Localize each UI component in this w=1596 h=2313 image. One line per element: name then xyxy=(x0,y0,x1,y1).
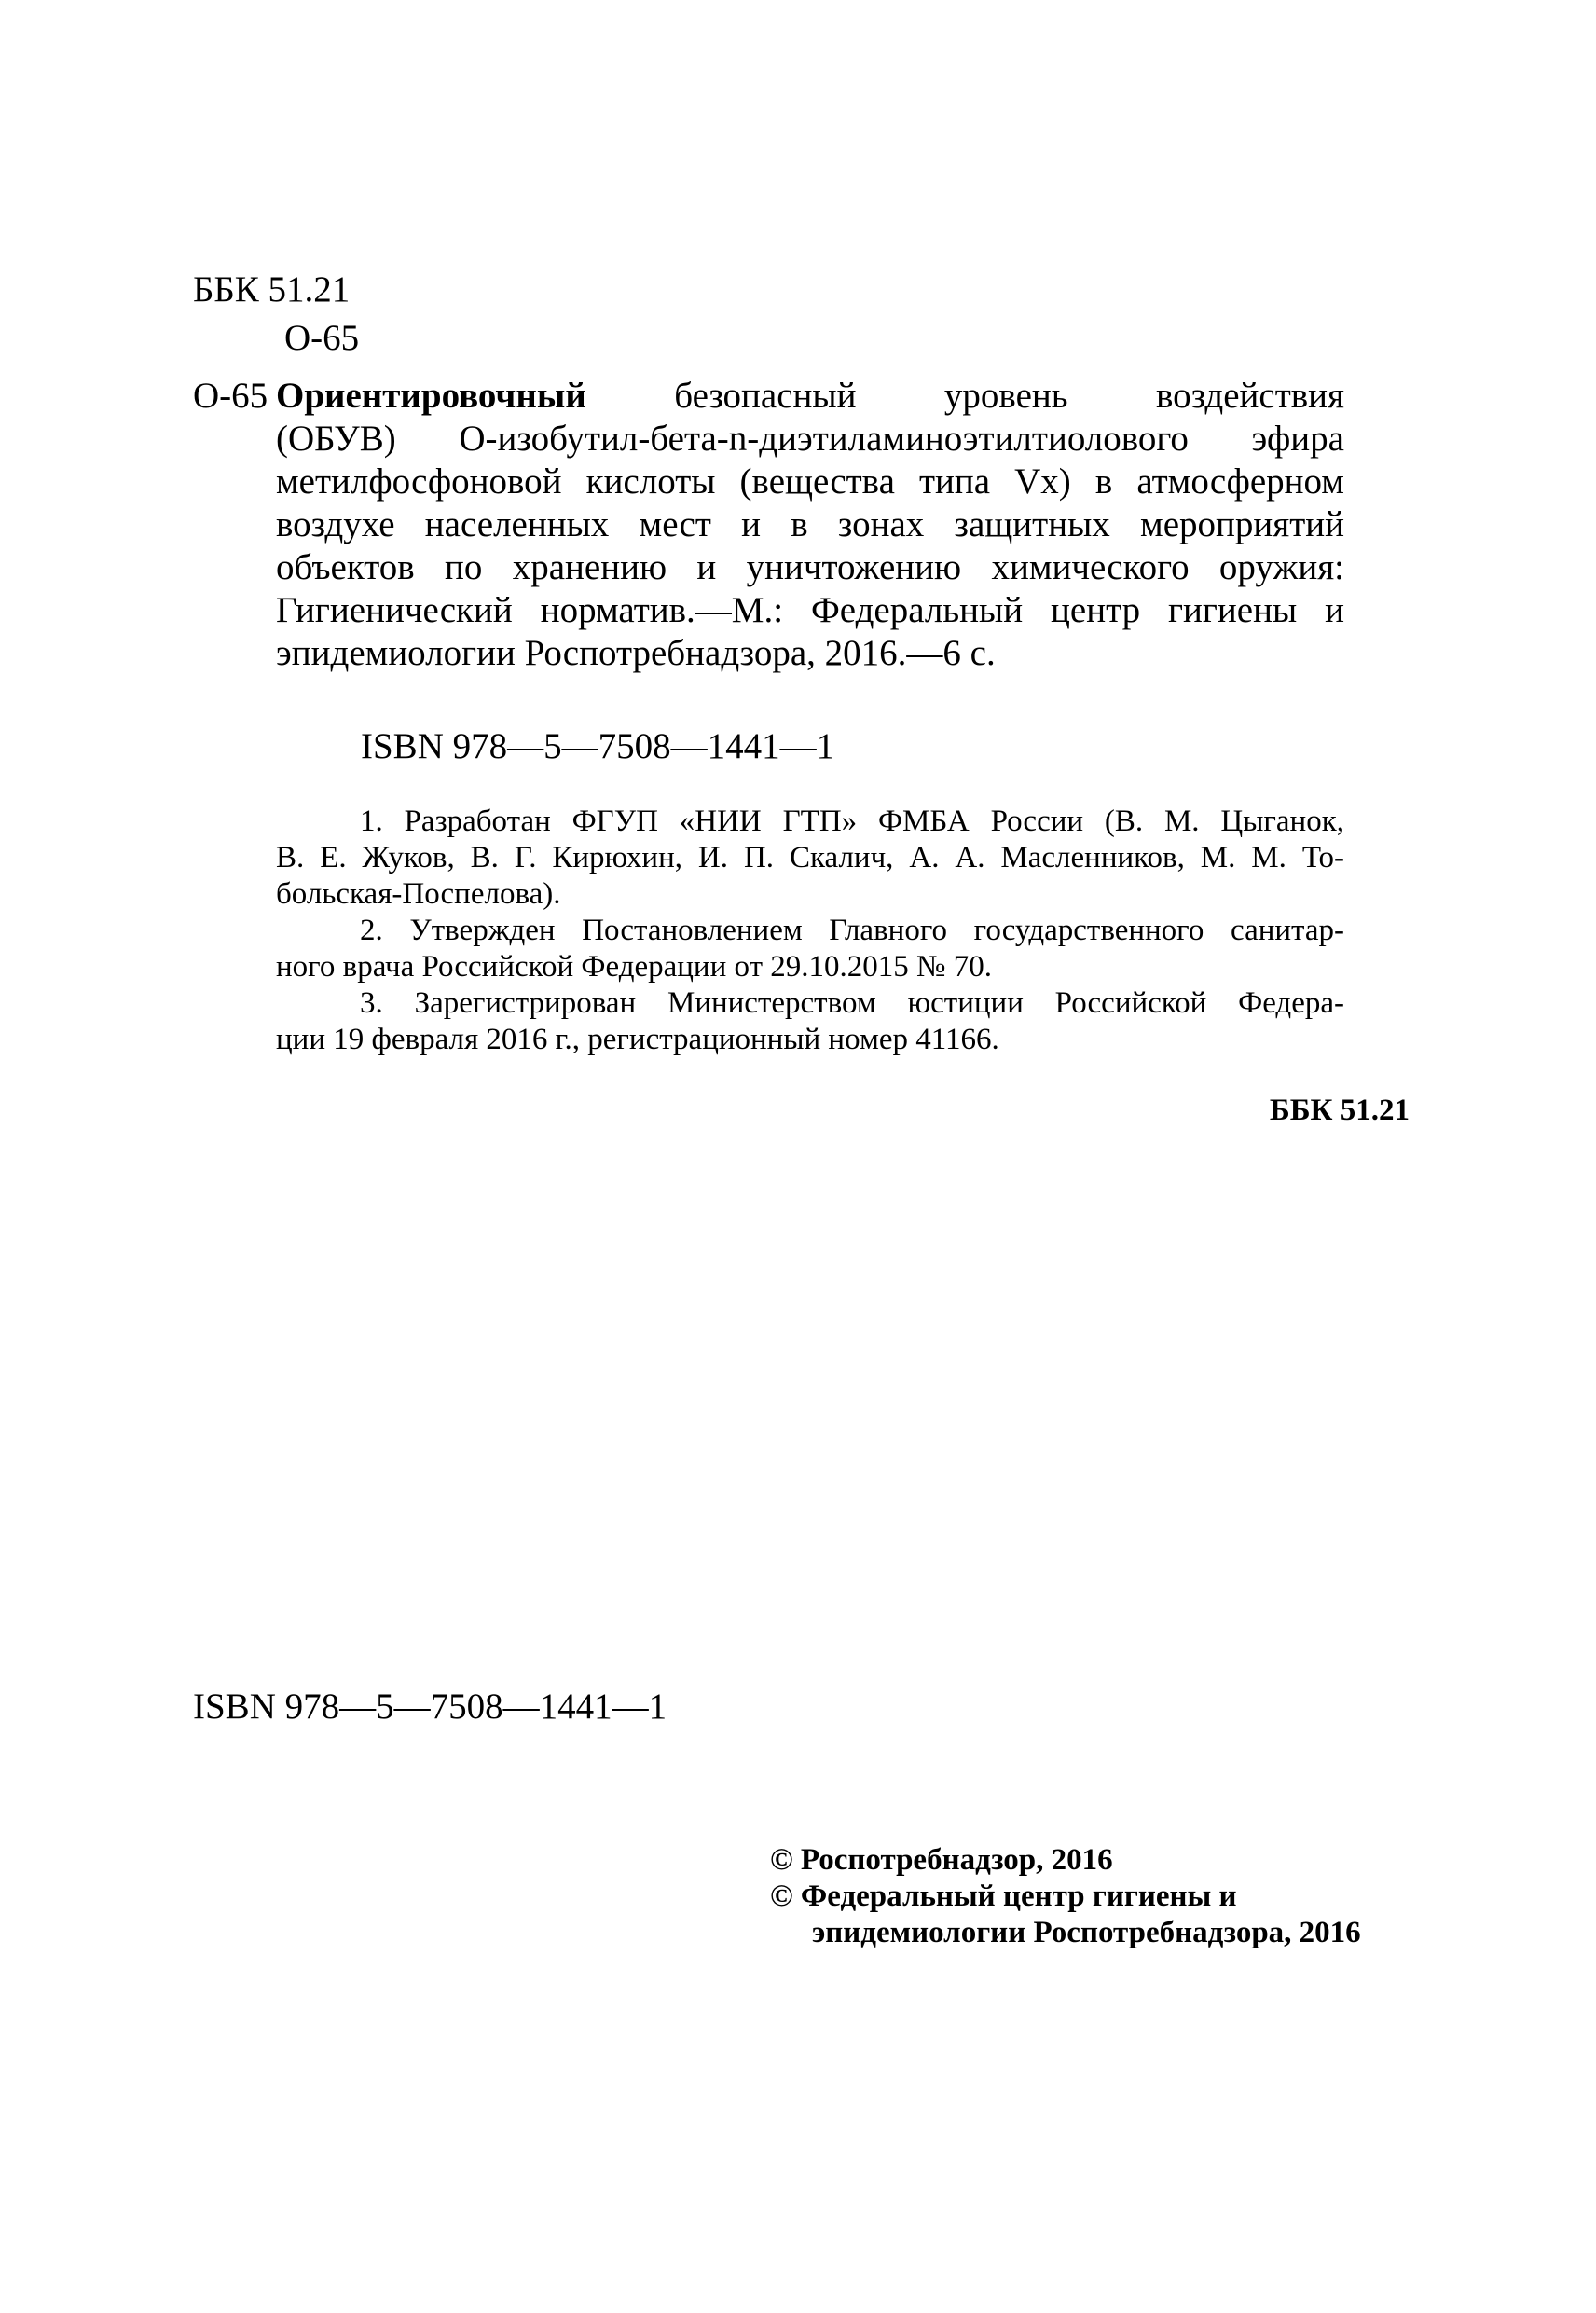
note-2 xyxy=(276,913,1344,985)
note-1-line-1: 1. Разработан ФГУП «НИИ ГТП» ФМБА России (В. М. Цыганок, xyxy=(360,805,1344,838)
isbn: ISBN 978—5—7508—1441—1 xyxy=(361,726,835,766)
entry-line-1 xyxy=(276,375,1344,418)
bibliographic-entry xyxy=(276,375,1344,675)
note-3 xyxy=(276,985,1344,1058)
copyright-line-1: © Роспотребнадзор, 2016 xyxy=(770,1843,1113,1877)
copyright-block xyxy=(770,1842,1410,1951)
note-3-line-2: ции 19 февраля 2016 г., регистрационный номер 41166. xyxy=(276,1023,999,1056)
note-1 xyxy=(276,804,1344,913)
note-1-line-3: больская-Поспелова). xyxy=(276,877,561,911)
entry-line-2: (ОБУВ) О-изобутил-бета-n-диэтиламиноэтилтиолового эфира xyxy=(276,419,1344,459)
copyright-line-3: эпидемиологии Роспотребнадзора, 2016 xyxy=(812,1916,1361,1949)
note-2-line-1: 2. Утвержден Постановлением Главного государственного санитар- xyxy=(360,914,1344,947)
entry-line-3: метилфосфоновой кислоты (вещества типа Vx) в атмосферном xyxy=(276,461,1344,502)
entry-lead-word: Ориентировочный xyxy=(276,376,586,416)
entry-line-6: Гигиенический норматив.—М.: Федеральный центр гигиены и xyxy=(276,590,1344,630)
bbk-code: ББК 51.21 xyxy=(193,269,351,310)
entry-author-mark: О-65 xyxy=(193,376,268,416)
entry-line-4: воздухе населенных мест и в зонах защитных мероприятий xyxy=(276,504,1344,544)
author-mark: О-65 xyxy=(284,318,360,358)
isbn-bottom: ISBN 978—5—7508—1441—1 xyxy=(193,1687,667,1727)
copyright-line-2: © Федеральный центр гигиены и xyxy=(770,1879,1237,1913)
note-3-line-1: 3. Зарегистрирован Министерством юстиции Российской Федера- xyxy=(360,986,1344,1020)
note-1-line-2: В. Е. Жуков, В. Г. Кирюхин, И. П. Скалич, А. А. Масленников, М. М. То- xyxy=(276,841,1344,874)
bbk-code-bottom: ББК 51.21 xyxy=(1269,1094,1410,1127)
notes xyxy=(276,804,1344,1058)
note-2-line-2: ного врача Российской Федерации от 29.10.2015 № 70. xyxy=(276,950,992,984)
entry-line-7: эпидемиологии Роспотребнадзора, 2016.—6 с. xyxy=(276,633,996,673)
entry-line-5: объектов по хранению и уничтожению химического оружия: xyxy=(276,547,1344,587)
entry-line-1-rest: безопасный уровень воздействия xyxy=(585,376,1344,416)
